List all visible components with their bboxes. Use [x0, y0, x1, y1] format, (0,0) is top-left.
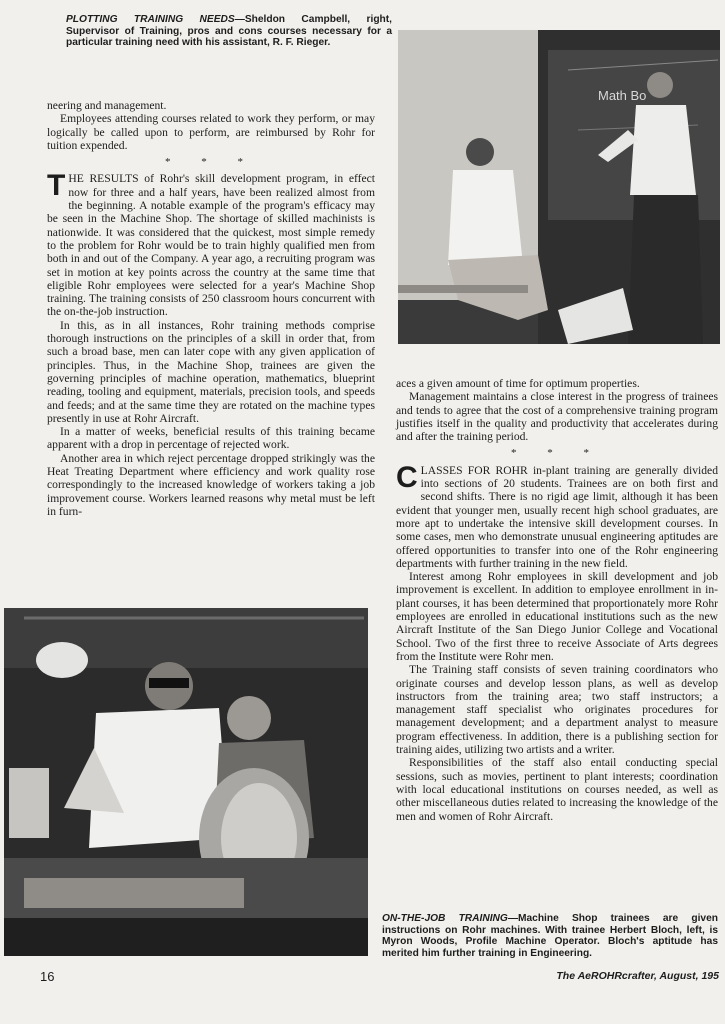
top-caption-text: —Sheldon Campbell, right, Supervisor of Training, pros and cons courses necessary for a particular training need with his assistant, R. F. Rieger.	[66, 14, 392, 49]
left-para-3-text: HE RESULTS of Rohr's skill development program, in effect now for three and a half years, have been realized almost from the beginning. A notable example of the program's efficacy may be seen in the Machine Shop. The shortage of skilled machinists is nationwide. It was considered that the quickest, most simple remedy to the problem for Rohr would be to train highly qualified men from both in and out of the Company. A year ago, a recruiting program was set in motion at key points across the country at the same time that eligible Rohr employees were selected for a year's Machine Shop training. The training consists of 250 classroom hours concurrent with the on-the-job instruction.	[47, 172, 375, 319]
blackboard-text: Math Bo	[598, 88, 647, 103]
right-para-4: Interest among Rohr employees in skill development and job improvement is excellent. In addition to employee enrollment in in-plant courses, it has been determined that proportionately more Rohr employees are enrolled in educational institutions such as the new Aircraft Institute of the San Diego Junior College and Vocational School. Two of the first three to receive Associate of Arts degrees from the Institute were Rohr men.	[396, 570, 718, 663]
right-para-6: Responsibilities of the staff also entail conducting special sessions, such as movies, pertinent to plant interests; coordination with local educational institutions on courses needed, as well as other miscellaneous duties related to increasing the knowledge of the men and women of Rohr Aircraft.	[396, 756, 718, 823]
left-para-6: Another area in which reject percentage dropped strikingly was the Heat Treating Department where efficiency and work quality rose correspondingly to the increased knowledge of workers taking a job improvement course. Workers learned reasons why metal must be left in furn-	[47, 451, 375, 518]
right-article-column	[396, 377, 718, 823]
left-para-2: Employees attending courses related to work they perform, or may logically be called upon to perform, are reimbursed by Rohr for tuition expended.	[47, 112, 375, 152]
right-para-2: Management maintains a close interest in the progress of trainees and tends to agree that the cost of a comprehensive training program justifies itself in the quality and productivity that accelerates during and after the training period.	[396, 390, 718, 444]
drop-cap-t: T	[47, 169, 66, 203]
right-para-5: The Training staff consists of seven training coordinators who originate courses and develop lesson plans, as well as develop instructors from the training area; two staff instructors; a management staff specialist who originates procedures for management development; and a department analyst to measure program effectiveness. In addition, there is a publishing section for training aides, utilizing two artists and a writer.	[396, 663, 718, 757]
left-para-5: In a matter of weeks, beneficial results of this training became apparent with a drop in percentage of rejected work.	[47, 425, 375, 452]
left-para-4: In this, as in all instances, Rohr training methods comprise thorough instructions on the principles of a skill in order that, from such a broad base, men can later cope with any given application of principles. Thus, in the Machine Shop, trainees are given the governing principles of machine operation, mathematics, blueprint reading, tooling and equipment, materials, precision tools, and speeds and feeds; and at the same time they are rotated on the machine types presently in use at Rohr Aircraft.	[47, 318, 375, 425]
section-divider-stars: * * *	[165, 156, 257, 169]
classroom-photo	[398, 30, 720, 344]
top-caption-lead: PLOTTING TRAINING NEEDS	[66, 14, 235, 25]
right-para-3	[396, 460, 718, 570]
bottom-photo-caption	[382, 913, 718, 959]
right-para-3-text: LASSES FOR ROHR in-plant training are generally divided into sections of 20 students. Trainees are on both first and second shifts. There is no rigid age limit, although it has been evident that younger men, usually recent high school graduates, are more apt to undertake the intensive skill development courses. In some cases, men who demonstrate unusual engineering aptitudes are offered opportunities to transfer into one of the Rohr engineering departments with further training in the new field.	[396, 463, 718, 570]
bottom-caption-lead: ON-THE-JOB TRAINING	[382, 913, 508, 924]
right-para-1: aces a given amount of time for optimum properties.	[396, 377, 640, 390]
page-number: 16	[40, 969, 55, 984]
classroom-photo-illustration	[398, 30, 720, 344]
machine-shop-photo	[4, 608, 368, 956]
left-para-1: neering and management.	[47, 99, 167, 112]
machine-shop-photo-illustration	[4, 608, 368, 956]
left-article-column	[47, 99, 375, 518]
bottom-caption-text: —Machine Shop trainees are given instructions on Rohr machines. With trainee Herbert Bloch, left, is Myron Woods, Profile Machine Operator. Bloch's aptitude has merited him further training in Engineering.	[382, 913, 718, 959]
top-photo-caption	[66, 14, 392, 49]
section-divider-stars-2: * * *	[511, 447, 603, 460]
magazine-footer-title: The AeROHRcrafter, August, 195	[556, 970, 719, 982]
drop-cap-c: C	[396, 460, 418, 494]
left-para-3	[47, 169, 375, 319]
